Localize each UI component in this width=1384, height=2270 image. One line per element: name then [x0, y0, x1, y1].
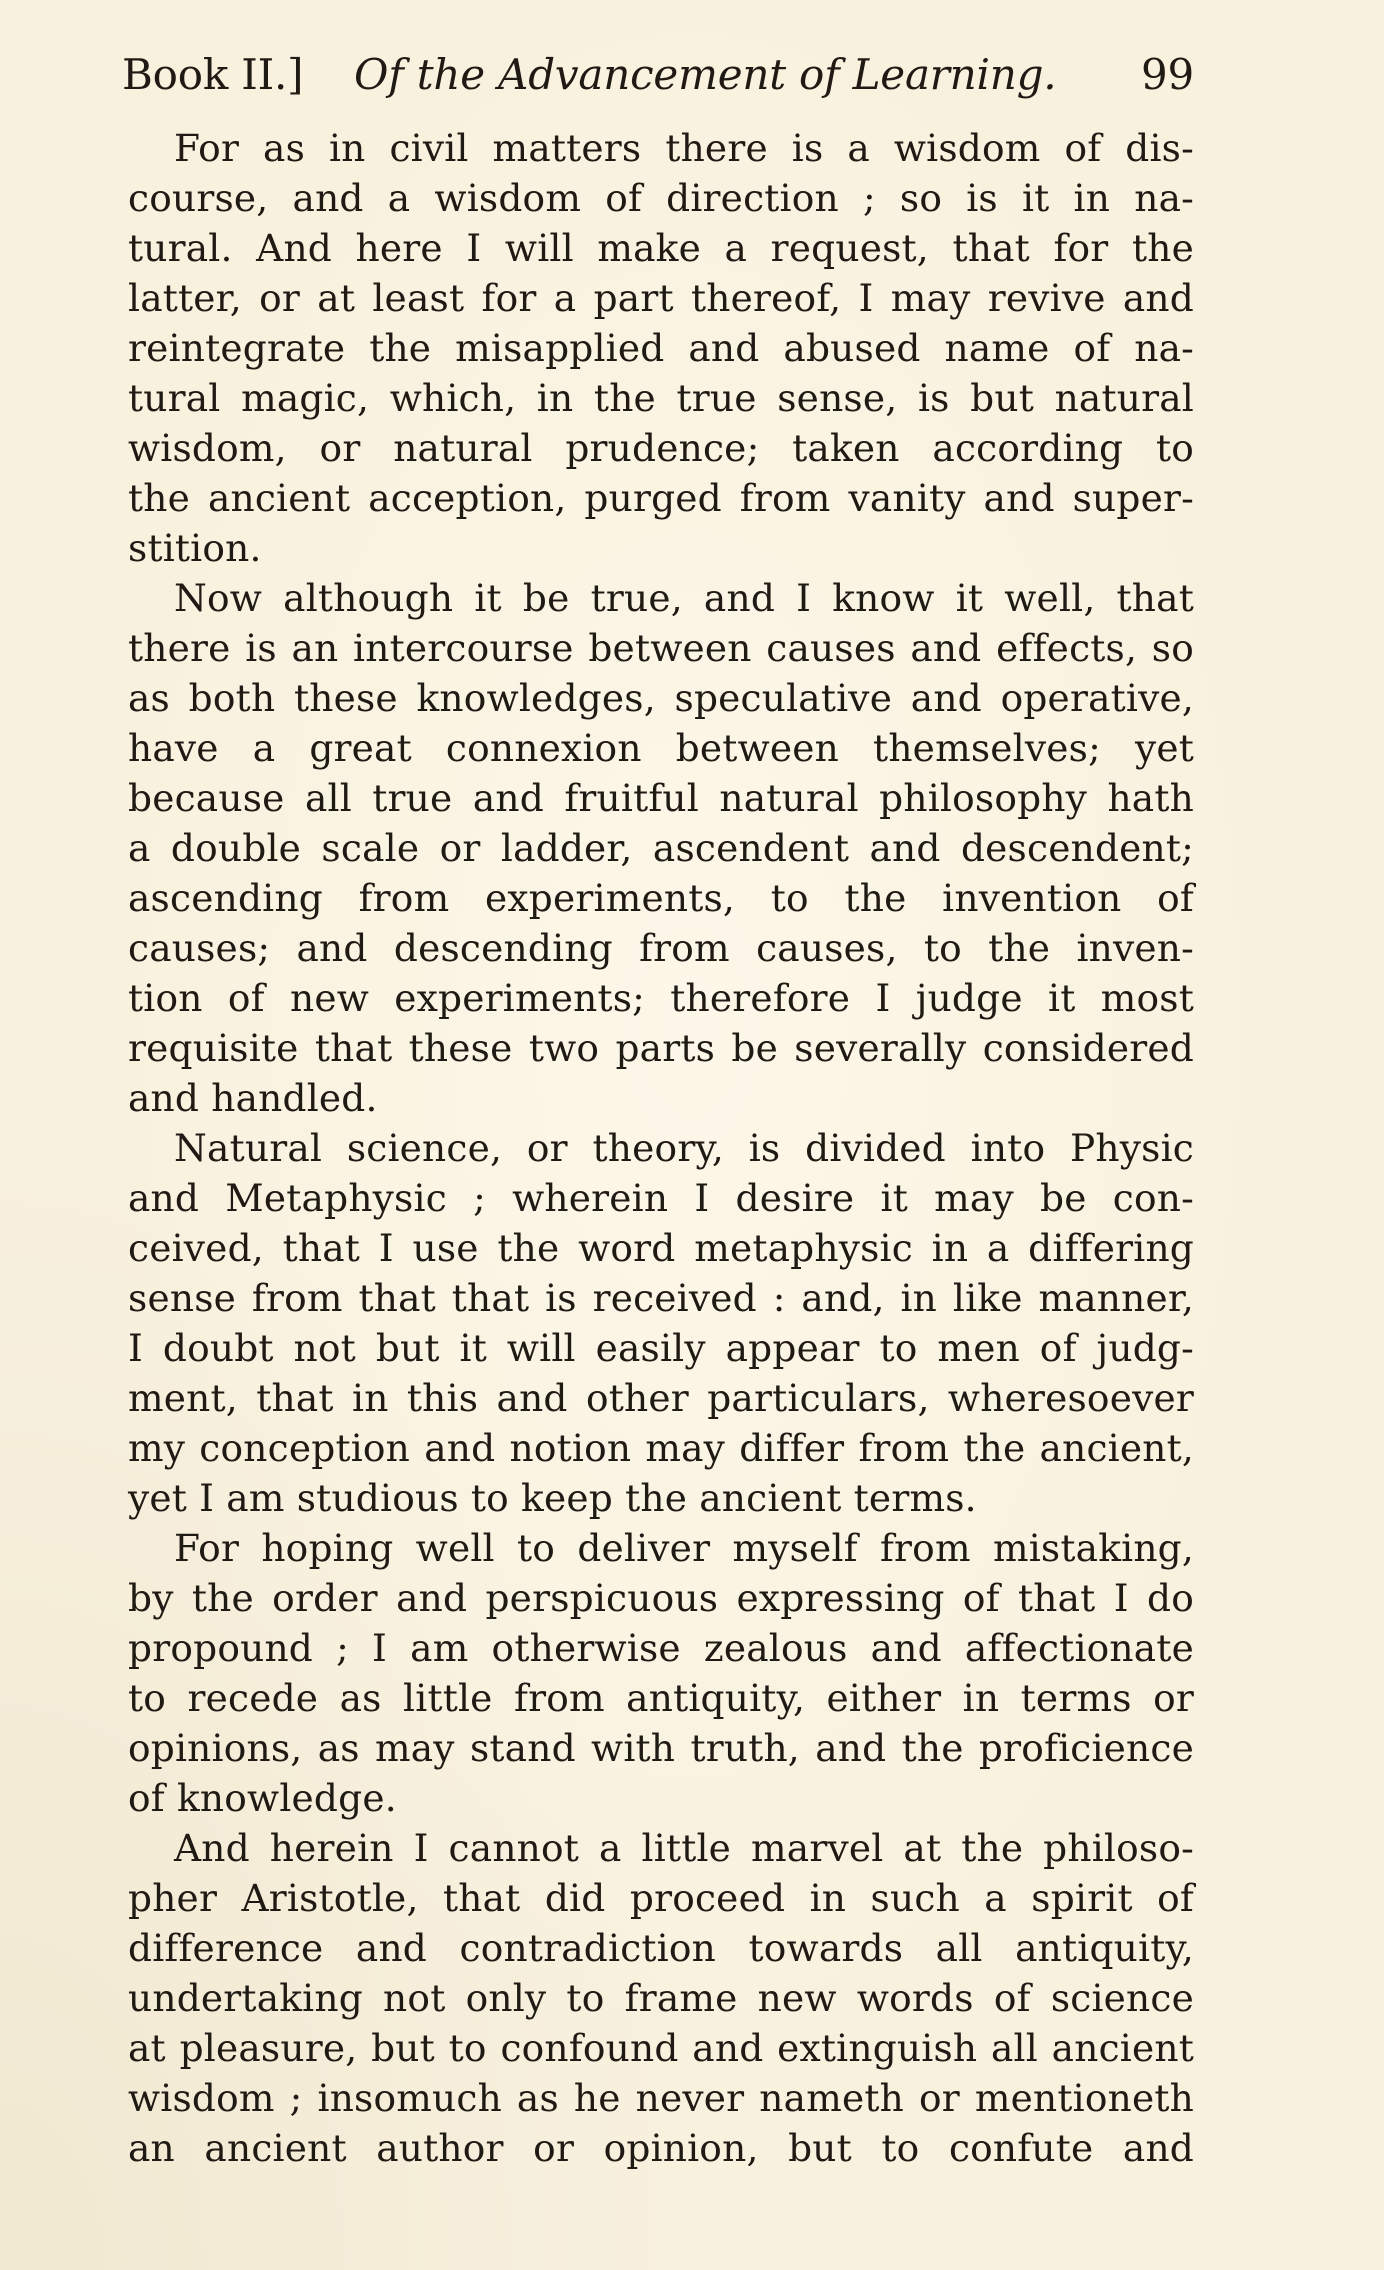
header-book-label: Book II.] [122, 50, 304, 99]
page-number: 99 [1140, 50, 1194, 99]
text-line: as both these knowledges, speculative and operative, [128, 676, 1194, 720]
text-line: wisdom, or natural prudence; taken according to [128, 426, 1194, 470]
text-line: at pleasure, but to confound and extinguish all ancient [128, 2026, 1194, 2070]
text-line: opinions, as may stand with truth, and the proficience [128, 1726, 1194, 1770]
text-line: by the order and perspicuous expressing of that I do [128, 1576, 1194, 1620]
text-line: ascending from experiments, to the invention of [128, 876, 1194, 920]
text-line: difference and contradiction towards all antiquity, [128, 1926, 1194, 1970]
text-line: causes; and descending from causes, to the inven- [128, 926, 1194, 970]
text-line: tural. And here I will make a request, that for the [128, 226, 1194, 270]
text-line: Natural science, or theory, is divided into Physic [174, 1126, 1194, 1170]
body-text [128, 123, 1194, 2173]
text-line: ceived, that I use the word metaphysic in a differing [128, 1226, 1194, 1270]
text-line: of knowledge. [128, 1776, 397, 1820]
text-line: there is an intercourse between causes and effects, so [128, 626, 1194, 670]
text-line: a double scale or ladder, ascendent and descendent; [128, 826, 1194, 870]
text-line: tural magic, which, in the true sense, is but natural [128, 376, 1194, 420]
text-line: because all true and fruitful natural philosophy hath [128, 776, 1194, 820]
text-line: requisite that these two parts be severally considered [128, 1026, 1194, 1070]
text-line: tion of new experiments; therefore I judge it most [128, 976, 1194, 1020]
text-line: latter, or at least for a part thereof, I may revive and [128, 276, 1194, 320]
text-line: And herein I cannot a little marvel at the philoso- [174, 1826, 1194, 1870]
text-line: wisdom ; insomuch as he never nameth or mentioneth [128, 2076, 1194, 2120]
text-line: the ancient acception, purged from vanity and super- [128, 476, 1194, 520]
text-line: ment, that in this and other particulars, wheresoever [128, 1376, 1194, 1420]
text-line: Now although it be true, and I know it well, that [174, 576, 1194, 620]
text-line: pher Aristotle, that did proceed in such a spirit of [128, 1876, 1194, 1920]
text-line: stition. [128, 526, 262, 570]
text-line: sense from that that is received : and, in like manner, [128, 1276, 1194, 1320]
text-line: and handled. [128, 1076, 378, 1120]
text-line: I doubt not but it will easily appear to men of judg- [128, 1326, 1194, 1370]
text-line: undertaking not only to frame new words of science [128, 1976, 1194, 2020]
running-header [122, 44, 1194, 106]
text-line: yet I am studious to keep the ancient terms. [128, 1476, 977, 1520]
text-line: have a great connexion between themselves; yet [128, 726, 1194, 770]
text-line: an ancient author or opinion, but to confute and [128, 2126, 1194, 2170]
text-line: For hoping well to deliver myself from mistaking, [174, 1526, 1194, 1570]
text-line: and Metaphysic ; wherein I desire it may be con- [128, 1176, 1194, 1220]
text-line: to recede as little from antiquity, either in terms or [128, 1676, 1194, 1720]
header-title: Of the Advancement of Learning. [354, 50, 1057, 99]
text-line: For as in civil matters there is a wisdom of dis- [174, 126, 1194, 170]
text-line: my conception and notion may differ from the ancient, [128, 1426, 1194, 1470]
text-line: course, and a wisdom of direction ; so is it in na- [128, 176, 1194, 220]
text-line: reintegrate the misapplied and abused name of na- [128, 326, 1194, 370]
text-line: propound ; I am otherwise zealous and affectionate [128, 1626, 1194, 1670]
